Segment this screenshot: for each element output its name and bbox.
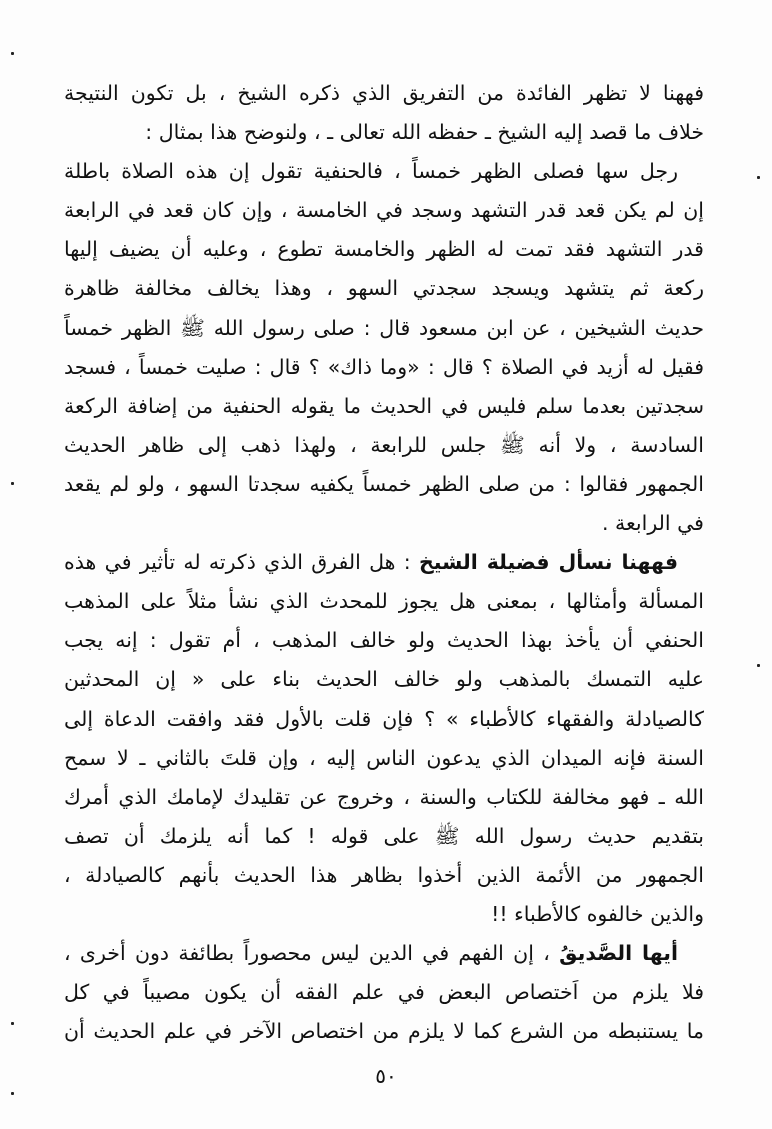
text-line <box>64 1012 704 1051</box>
line-text: فههنا لا تظهر الفائدة من التفريق الذي ذكره الشيخ ، بل تكون النتيجة <box>64 81 704 105</box>
paragraph-lead: أيها الصَّديقُ <box>559 941 678 966</box>
text-line <box>64 191 704 230</box>
text-line <box>64 113 704 152</box>
text-line <box>64 309 704 348</box>
line-text: المسألة وأمثالها ، بمعنى هل يجوز للمحدث الذي نشأ مثلاً على المذهب <box>64 589 704 614</box>
text-line <box>64 348 704 387</box>
text-line <box>64 660 704 699</box>
scan-speck <box>11 482 14 485</box>
line-text: ، إن الفهم في الدين ليس محصوراً بطائفة دون أخرى ، <box>64 941 560 966</box>
text-line <box>64 895 704 934</box>
line-text: رجل سها فصلى الظهر خمساً ، فالحنفية تقول إن هذه الصلاة باطلة <box>64 159 678 184</box>
text-line <box>64 934 704 973</box>
text-line <box>64 465 704 504</box>
text-line <box>64 230 704 269</box>
line-text: عليه التمسك بالمذهب ولو خالف الحديث بناء على « إن المحدثين <box>64 667 704 692</box>
line-text: فقيل له أزيد في الصلاة ؟ قال : «وما ذاك» ؟ قال : صليت خمساً ، فسجد <box>64 354 704 379</box>
page-number: ٥٠ <box>375 1064 397 1088</box>
text-line <box>64 74 704 113</box>
line-text: والذين خالفوه كالأطباء !! <box>491 901 704 926</box>
text-line <box>64 387 704 426</box>
text-line <box>64 152 704 191</box>
text-line <box>64 621 704 660</box>
text-line <box>64 426 704 465</box>
text-line <box>64 269 704 308</box>
text-line <box>64 700 704 739</box>
line-text: إن لم يكن قعد قدر التشهد وسجد في الخامسة ، وإن كان قعد في الرابعة <box>64 198 704 223</box>
line-text: : هل الفرق الذي ذكرته له تأثير في هذه <box>64 550 420 575</box>
line-text: الله ـ فهو مخالفة للكتاب والسنة ، وخروج عن تقليدك لإمامك الذي أمرك <box>64 784 704 809</box>
text-line <box>64 973 704 1012</box>
line-text: خلاف ما قصد إليه الشيخ ـ حفظه الله تعالى ـ ، ولنوضح هذا بمثال : <box>145 120 704 145</box>
line-text: سجدتين بعدما سلم فليس في الحديث ما يقوله الحنفية من إضافة الركعة <box>64 393 704 418</box>
line-text: ركعة ثم يتشهد ويسجد سجدتي السهو ، وهذا يخالف مخالفة ظاهرة <box>64 276 704 301</box>
text-line <box>64 817 704 856</box>
text-line <box>64 543 704 582</box>
text-line <box>64 778 704 817</box>
line-text: فلا يلزم من اَختصاص البعض في علم الفقه أن يكون مصيباً في كل <box>64 980 704 1005</box>
text-line <box>64 504 704 543</box>
text-line <box>64 582 704 621</box>
scan-speck <box>11 1092 14 1095</box>
line-text: ما يستنبطه من الشرع كما لا يلزم من اختصاص الآخر في علم الحديث أن <box>64 1019 704 1044</box>
line-text: السادسة ، ولا أنه ﷺ جلس للرابعة ، ولهذا ذهب إلى ظاهر الحديث <box>64 432 704 457</box>
scan-speck <box>757 176 760 179</box>
scan-speck <box>757 664 760 667</box>
line-text: الجمهور من الأئمة الذين أخذوا بظاهر هذا الحديث بأنهم كالصيادلة ، <box>64 862 704 887</box>
line-text: الحنفي أن يأخذ بهذا الحديث ولو خالف المذهب ، أم تقول : إنه يجب <box>64 628 704 653</box>
text-line <box>64 739 704 778</box>
line-text: في الرابعة . <box>602 511 704 536</box>
line-text: كالصيادلة والفقهاء كالأطباء » ؟ فإن قلت بالأول فقد وافقت الدعاة إلى <box>64 706 704 731</box>
body-text <box>64 74 704 1051</box>
scan-speck <box>11 1022 14 1025</box>
line-text: قدر التشهد فقد تمت له الظهر والخامسة تطوع ، وعليه أن يضيف إليها <box>64 237 704 262</box>
paragraph-lead: فههنا نسأل فضيلة الشيخ <box>419 550 678 575</box>
text-line <box>64 856 704 895</box>
line-text: السنة فإنه الميدان الذي يدعون الناس إليه ، وإن قلتَ بالثاني ـ لا سمح <box>64 745 704 770</box>
line-text: الجمهور فقالوا : من صلى الظهر خمساً يكفيه سجدتا السهو ، ولو لم يقعد <box>64 471 704 496</box>
line-text: بتقديم حديث رسول الله ﷺ على قوله ! كما أنه يلزمك أن تصف <box>64 823 704 848</box>
line-text: حديث الشيخين ، عن ابن مسعود قال : صلى رسول الله ﷺ الظهر خمساً <box>64 315 704 340</box>
scan-speck <box>11 52 14 55</box>
